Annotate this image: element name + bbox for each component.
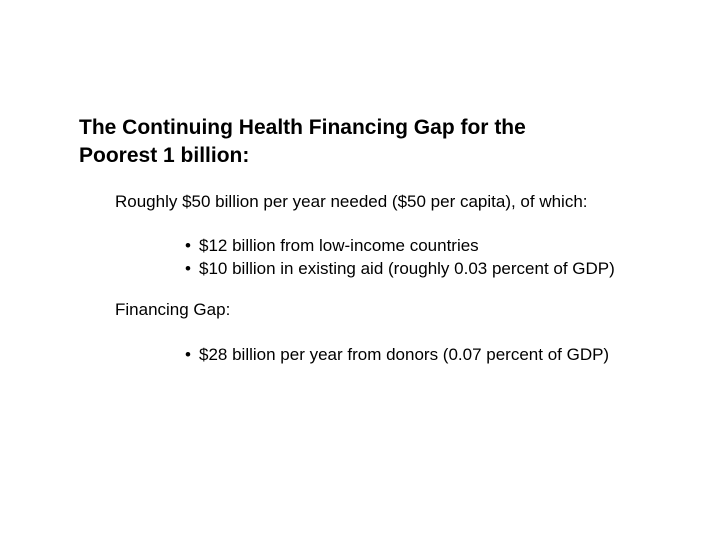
funding-need-text: Roughly $50 billion per year needed ($50 per capita), of which:: [115, 192, 588, 211]
list-item-text: $28 billion per year from donors (0.07 percent of GDP): [199, 345, 610, 364]
financing-gap-list: [185, 343, 609, 366]
bullet-icon: •: [185, 236, 191, 255]
bullet-icon: •: [185, 259, 191, 278]
list-item: [185, 343, 609, 366]
financing-gap-label: Financing Gap:: [115, 300, 231, 319]
list-item: [185, 234, 615, 257]
list-item-text: $10 billion in existing aid (roughly 0.03 percent of GDP): [199, 259, 615, 278]
list-item: [185, 257, 615, 280]
funding-sources-list: [185, 234, 615, 280]
list-item-text: $12 billion from low-income countries: [199, 236, 479, 255]
slide-title-line-1: The Continuing Health Financing Gap for the: [79, 116, 526, 139]
slide-title: [79, 114, 679, 170]
bullet-icon: •: [185, 345, 191, 364]
slide-title-line-2: Poorest 1 billion:: [79, 144, 250, 167]
